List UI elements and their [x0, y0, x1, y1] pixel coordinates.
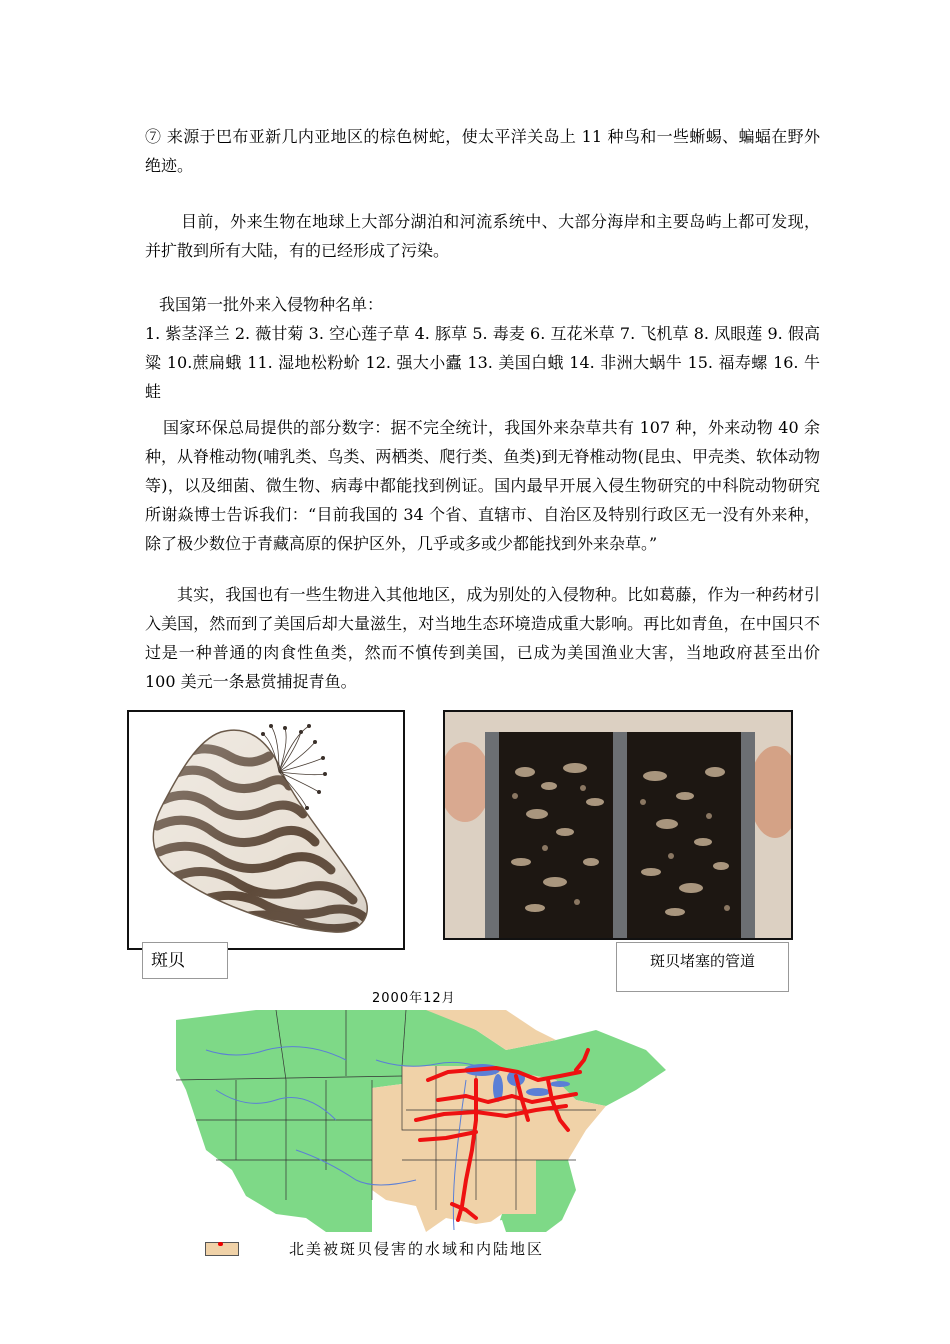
clogged-pipe-illustration	[445, 712, 791, 938]
zebra-mussel-photo	[127, 710, 405, 950]
invasive-species-list	[145, 290, 820, 406]
paragraph-brown-tree-snake: ⑦ 来源于巴布亚新几内亚地区的棕色树蛇，使太平洋关岛上 11 种鸟和一些蜥蜴、蝙蝠在野外绝迹。	[145, 127, 820, 175]
north-america-map	[176, 1010, 719, 1232]
paragraph-invasive-spread: 目前，外来生物在地球上大部分湖泊和河流系统中、大部分海岸和主要岛屿上都可发现，并扩散到所有大陆，有的已经形成了污染。	[145, 212, 820, 260]
legend-dot-icon	[218, 1242, 223, 1246]
paragraph-chinese-invaders: 其实，我国也有一些生物进入其他地区，成为别处的入侵物种。比如葛藤，作为一种药材引入美国，然而到了美国后却大量滋生，对当地生态环境造成重大影响。再比如青鱼，在中国只不过是一种普通的肉食性鱼类，然而不慎传到美国，已成为美国渔业大害，当地政府甚至出价 100 美元一条悬赏捕捉青鱼。	[145, 585, 820, 691]
species-list-items: 1. 紫茎泽兰 2. 薇甘菊 3. 空心莲子草 4. 豚草 5. 毒麦 6. 互花米草 7. 飞机草 8. 凤眼莲 9. 假高粱 10.蔗扁蛾 11. 湿地松粉蚧 12. 强大小蠹 13. 美国白蛾 14. 非洲大蜗牛 15. 福寿螺 16. 牛蛙	[145, 324, 820, 401]
zebra-mussel-illustration	[129, 712, 403, 948]
zebra-mussel-caption: 斑贝	[142, 942, 228, 979]
species-list-heading: 我国第一批外来入侵物种名单：	[159, 295, 384, 314]
infestation-map	[176, 1010, 719, 1232]
clogged-pipe-photo	[443, 710, 793, 940]
map-title: 2000年12月	[372, 991, 456, 1006]
legend-label: 北美被斑贝侵害的水域和内陆地区	[289, 1240, 545, 1258]
clogged-pipe-caption: 斑贝堵塞的管道	[616, 942, 789, 992]
map-legend	[205, 1238, 675, 1260]
paragraph-statistics: 国家环保总局提供的部分数字：据不完全统计，我国外来杂草共有 107 种，外来动物 40 余种，从脊椎动物(哺乳类、鸟类、两栖类、爬行类、鱼类)到无脊椎动物(昆虫、甲壳类、软体动物等)，以及细菌、微生物、病毒中都能找到例证。国内最早开展入侵生物研究的中科院动物研究所谢焱博士告诉我们：“目前我国的 34 个省、直辖市、自治区及特别行政区无一没有外来种，除了极少数位于青藏高原的保护区外，几乎或多或少都能找到外来杂草。”	[145, 418, 820, 553]
